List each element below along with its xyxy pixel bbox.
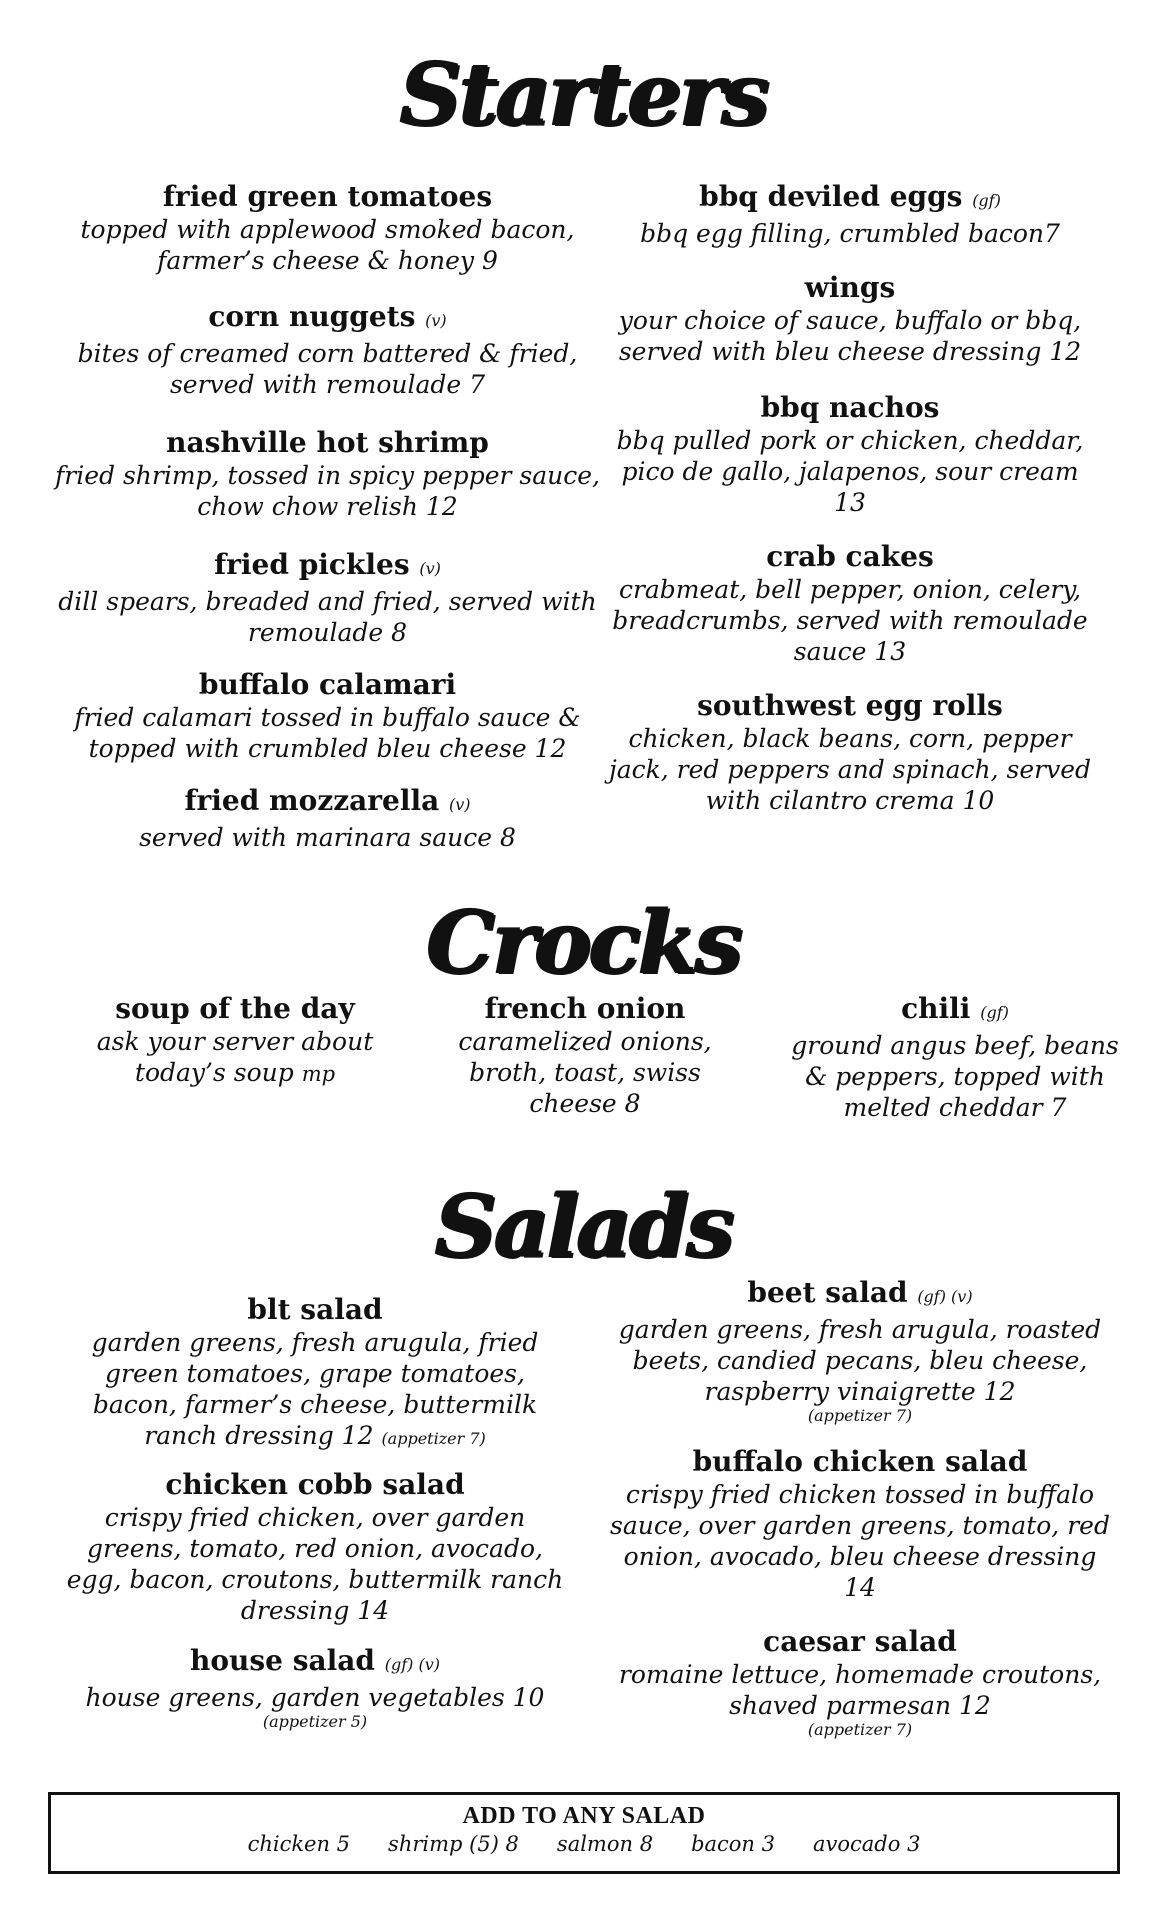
- item-description: ground angus beef, beans & peppers, topped with melted cheddar 7: [791, 1031, 1119, 1122]
- crock-item-french-onion: [440, 992, 730, 1119]
- menu-item: [610, 1445, 1110, 1603]
- crock-item-soup: [70, 992, 400, 1090]
- add-on-item: bacon 3: [691, 1832, 775, 1856]
- menu-item: [610, 1625, 1110, 1739]
- item-description: crabmeat, bell pepper, onion, celery, breadcrumbs, served with remoulade sauce 13: [612, 575, 1088, 666]
- dietary-tag: (gf): [980, 1003, 1009, 1022]
- item-description: served with marinara sauce 8: [139, 823, 516, 852]
- menu-item: [55, 668, 600, 764]
- item-name: soup of the day: [115, 992, 355, 1025]
- add-on-list: [51, 1832, 1117, 1856]
- appetizer-note: (appetizer 7): [381, 1429, 486, 1448]
- item-name: fried pickles: [214, 548, 410, 581]
- item-name: french onion: [484, 992, 686, 1025]
- item-name: buffalo calamari: [198, 668, 457, 701]
- crock-item-chili: [785, 992, 1125, 1123]
- appetizer-note: (appetizer 7): [807, 1720, 913, 1739]
- starters-left-column: [55, 180, 600, 853]
- dietary-tag: (gf) (v): [384, 1655, 440, 1674]
- item-name: beet salad: [747, 1276, 908, 1309]
- item-description: your choice of sauce, buffalo or bbq, served with bleu cheese dressing 12: [618, 306, 1082, 366]
- dietary-tag: (gf): [972, 191, 1001, 210]
- add-on-item: shrimp (5) 8: [388, 1832, 519, 1856]
- item-description: bbq egg filling, crumbled bacon7: [640, 219, 1060, 248]
- menu-item: [610, 1276, 1110, 1425]
- add-to-salad-box: [48, 1792, 1120, 1874]
- item-description: garden greens, fresh arugula, fried green tomatoes, grape tomatoes, bacon, farmer’s cheese, buttermilk ranch dressing 12: [91, 1328, 539, 1450]
- item-name: chicken cobb salad: [165, 1468, 465, 1501]
- item-description: topped with applewood smoked bacon, farmer’s cheese & honey 9: [80, 215, 575, 275]
- menu-item: [605, 391, 1095, 518]
- item-name: blt salad: [247, 1293, 383, 1326]
- dietary-tag: (v): [419, 559, 441, 578]
- item-description: garden greens, fresh arugula, roasted beets, candied pecans, bleu cheese, raspberry vinaigrette 12: [618, 1315, 1102, 1406]
- salads-heading: Salads: [434, 1176, 732, 1277]
- item-name: bbq deviled eggs: [699, 180, 963, 213]
- item-name: buffalo chicken salad: [692, 1445, 1028, 1478]
- crocks-heading: Crocks: [426, 892, 740, 993]
- item-description: crispy fried chicken, over garden greens, tomato, red onion, avocado, egg, bacon, croutons, buttermilk ranch dressing 14: [66, 1503, 564, 1625]
- menu-item: [55, 784, 600, 853]
- item-name: crab cakes: [766, 540, 934, 573]
- item-description: fried shrimp, tossed in spicy pepper sauce, chow chow relish 12: [55, 461, 600, 521]
- menu-item: [55, 548, 600, 648]
- item-name: nashville hot shrimp: [166, 426, 489, 459]
- item-description: ask your server about today’s soup: [96, 1027, 374, 1087]
- menu-item: [60, 1293, 570, 1454]
- add-on-item: salmon 8: [556, 1832, 654, 1856]
- item-description: fried calamari tossed in buffalo sauce & topped with crumbled bleu cheese 12: [74, 703, 581, 763]
- appetizer-note: (appetizer 5): [262, 1712, 368, 1731]
- item-description: crispy fried chicken tossed in buffalo sauce, over garden greens, tomato, red onion, avocado, bleu cheese dressing 14: [610, 1480, 1110, 1602]
- menu-item: [605, 180, 1095, 249]
- salads-left-column: [60, 1293, 570, 1731]
- item-name: house salad: [190, 1644, 375, 1677]
- item-name: chili: [901, 992, 971, 1025]
- dietary-tag: (v): [449, 795, 471, 814]
- starters-right-column: [605, 180, 1095, 816]
- add-on-item: chicken 5: [247, 1832, 351, 1856]
- menu-item: [55, 426, 600, 522]
- dietary-tag: (v): [425, 311, 447, 330]
- starters-heading: Starters: [399, 44, 767, 145]
- item-name: bbq nachos: [760, 391, 940, 424]
- menu-item: [605, 689, 1095, 816]
- item-description: chicken, black beans, corn, pepper jack, red peppers and spinach, served with cilantro crema 10: [608, 724, 1091, 815]
- add-to-salad-title: ADD TO ANY SALAD: [462, 1803, 706, 1829]
- item-description: dill spears, breaded and fried, served with remoulade 8: [58, 587, 597, 647]
- item-price: mp: [301, 1062, 336, 1086]
- item-name: wings: [804, 271, 896, 304]
- add-on-item: avocado 3: [813, 1832, 921, 1856]
- item-name: corn nuggets: [208, 300, 416, 333]
- menu-item: [55, 300, 600, 400]
- item-description: caramelized onions, broth, toast, swiss cheese 8: [458, 1027, 712, 1118]
- menu-item: [605, 271, 1095, 367]
- menu-item: [55, 180, 600, 276]
- item-name: caesar salad: [763, 1625, 957, 1658]
- dietary-tag: (gf) (v): [917, 1287, 973, 1306]
- salads-right-column: [610, 1276, 1110, 1739]
- item-description: romaine lettuce, homemade croutons, shaved parmesan 12: [618, 1660, 1102, 1720]
- menu-item: [60, 1468, 570, 1626]
- item-name: fried green tomatoes: [162, 180, 493, 213]
- item-description: bbq pulled pork or chicken, cheddar, pico de gallo, jalapenos, sour cream 13: [616, 426, 1084, 517]
- item-description: house greens, garden vegetables 10: [85, 1683, 545, 1712]
- appetizer-note: (appetizer 7): [807, 1406, 913, 1425]
- item-name: southwest egg rolls: [697, 689, 1003, 722]
- menu-item: [60, 1644, 570, 1731]
- menu-item: [605, 540, 1095, 667]
- item-name: fried mozzarella: [184, 784, 440, 817]
- item-description: bites of creamed corn battered & fried, served with remoulade 7: [77, 339, 578, 399]
